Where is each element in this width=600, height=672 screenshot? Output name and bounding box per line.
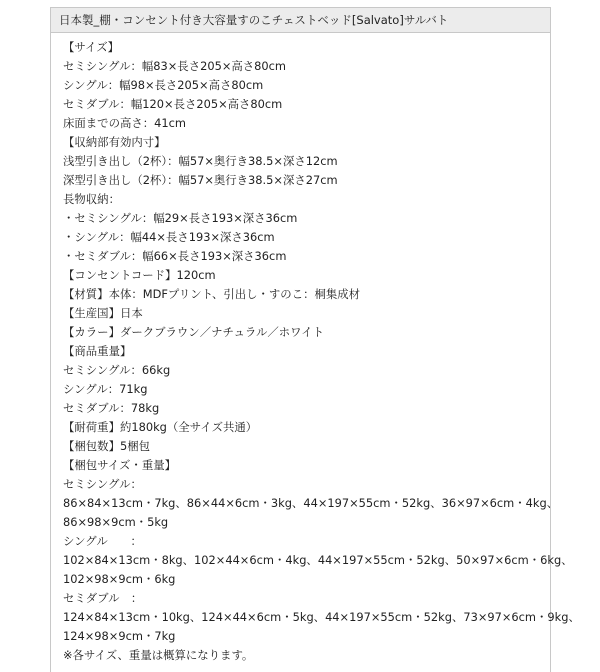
spec-line: 【カラー】ダークブラウン／ナチュラル／ホワイト	[63, 325, 324, 339]
spec-line: 86×98×9cm・5kg	[63, 515, 169, 529]
spec-line: 102×84×13cm・8kg、102×44×6cm・4kg、44×197×55cm・52kg、50×97×6cm・6kg、	[63, 553, 573, 567]
spec-line: 86×84×13cm・7kg、86×44×6cm・3kg、44×197×55cm・52kg、36×97×6cm・4kg、	[63, 496, 559, 510]
spec-line: 【梱包数】5梱包	[63, 439, 150, 453]
spec-line: ・シングル：幅44×長さ193×深さ36cm	[63, 230, 275, 244]
spec-line: シングル：71kg	[63, 382, 148, 396]
spec-line: 【梱包サイズ・重量】	[63, 458, 176, 472]
spec-line: 【商品重量】	[63, 344, 132, 358]
spec-line: 【収納部有効内寸】	[63, 135, 166, 149]
spec-line: シングル：幅98×長さ205×高さ80cm	[63, 78, 264, 92]
spec-line: 【コンセントコード】120cm	[63, 268, 216, 282]
product-title: 日本製_棚・コンセント付き大容量すのこチェストベッド[Salvato]サルバト	[59, 13, 449, 27]
spec-line: 102×98×9cm・6kg	[63, 572, 176, 586]
spec-line: 浅型引き出し（2杯）：幅57×奥行き38.5×深さ12cm	[63, 154, 338, 168]
spec-line: 124×98×9cm・7kg	[63, 629, 176, 643]
spec-line: ・セミダブル：幅66×長さ193×深さ36cm	[63, 249, 287, 263]
spec-line: 長物収納：	[63, 192, 120, 206]
spec-line: シングル ：	[63, 534, 142, 548]
spec-line: 【耐荷重】約180kg（全サイズ共通）	[63, 420, 258, 434]
spec-line: ・セミシングル：幅29×長さ193×深さ36cm	[63, 211, 298, 225]
spec-line: 【材質】本体：MDFプリント、引出し・すのこ：桐集成材	[63, 287, 361, 301]
table-header	[51, 7, 550, 33]
spec-content	[51, 33, 580, 665]
spec-line: 124×84×13cm・10kg、124×44×6cm・5kg、44×197×55cm・52kg、73×97×6cm・9kg、	[63, 610, 580, 624]
spec-line: セミダブル：78kg	[63, 401, 160, 415]
spec-line: ※各サイズ、重量は概算になります。	[63, 648, 254, 662]
spec-line: 深型引き出し（2杯）：幅57×奥行き38.5×深さ27cm	[63, 173, 338, 187]
spec-line: セミダブル：幅120×長さ205×高さ80cm	[63, 97, 283, 111]
spec-line: セミシングル：	[63, 477, 142, 491]
spec-line: セミシングル：幅83×長さ205×高さ80cm	[63, 59, 287, 73]
spec-line: セミシングル：66kg	[63, 363, 171, 377]
spec-line: 床面までの高さ：41cm	[63, 116, 186, 130]
spec-line: 【生産国】日本	[63, 306, 143, 320]
spec-table	[50, 7, 580, 672]
spec-line: セミダブル ：	[63, 591, 143, 605]
spec-line: 【サイズ】	[63, 40, 120, 54]
